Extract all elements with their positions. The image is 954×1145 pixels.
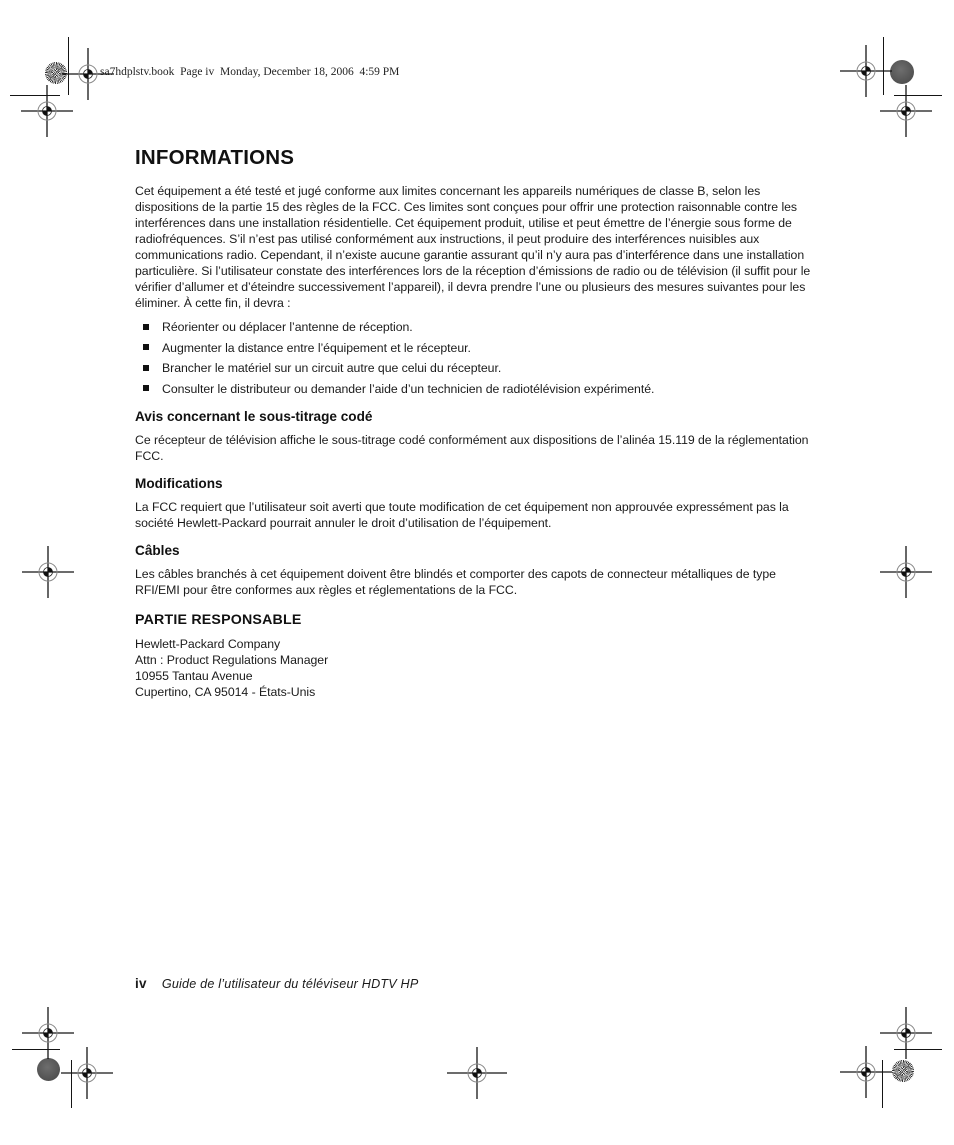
intro-paragraph: Cet équipement a été testé et jugé conforme aux limites concernant les appareils numériques de classe B, selon les dispositions de la partie 15 des règles de la FCC. Ces limites sont conçues pour offrir une protection raisonnable contre les interférences dans une installation résidentielle. Cet équipement produit, utilise et peut émettre de l’énergie sous forme de radiofréquences. S’il n’est pas utilisé conformément aux instructions, il peut produire des interférences nuisibles aux communications radio. Cependant, il n’existe aucune garantie assurant qu’il n’y aura pas d’interférence dans une installation particulière. Si l’utilisateur constate des interférences lors de la réception d’émissions de radio ou de télévision (il suffit pour le vérifier d’allumer et d’éteindre successivement l’appareil), il devra prendre l’une ou plusieurs des mesures suivantes pour les éliminer. À cette fin, il devra : [135, 184, 811, 310]
page-title: INFORMATIONS [135, 146, 295, 169]
square-bullet-icon [143, 365, 149, 371]
section-heading-closed-captioning: Avis concernant le sous-titrage codé [135, 408, 373, 424]
list-item [135, 381, 811, 397]
address-line: 10955 Tantau Avenue [135, 668, 253, 683]
list-item-text: Brancher le matériel sur un circuit autre que celui du récepteur. [162, 361, 502, 375]
responsible-party-address [135, 636, 811, 700]
section-body: Les câbles branchés à cet équipement doivent être blindés et comporter des capots de connecteur métalliques de type RFI/EMI pour être conformes aux règles et réglementations de la FCC. [135, 566, 776, 597]
registration-mark-icon [876, 542, 936, 602]
book-title: Guide de l’utilisateur du téléviseur HDTV HP [161, 977, 419, 991]
square-bullet-icon [143, 324, 149, 330]
registration-mark-icon [57, 1043, 117, 1103]
list-item-text: Consulter le distributeur ou demander l’aide d’un technicien de radiotélévision expérimenté. [162, 381, 655, 396]
section-heading-cables: Câbles [135, 542, 180, 558]
registration-mark-icon [18, 542, 78, 602]
registration-mark-icon [836, 1042, 896, 1102]
list-item-text: Réorienter ou déplacer l’antenne de réception. [162, 320, 413, 334]
address-line: Hewlett-Packard Company [135, 636, 281, 651]
registration-mark-icon [876, 81, 936, 141]
list-item [135, 360, 811, 376]
registration-mark-icon [447, 1043, 507, 1103]
square-bullet-icon [143, 344, 149, 350]
page-content [135, 146, 811, 700]
section-body: La FCC requiert que l’utilisateur soit averti que toute modification de cet équipement non approuvée expressément pas la société Hewlett-Packard pourrait annuler le droit d’utilisation de l’équipement. [135, 499, 789, 530]
list-item-text: Augmenter la distance entre l’équipement et le récepteur. [162, 340, 471, 355]
address-line: Cupertino, CA 95014 - États-Unis [135, 684, 316, 699]
section-heading-modifications: Modifications [135, 475, 223, 491]
measures-list [135, 319, 811, 397]
page-number: iv [135, 976, 147, 991]
section-heading-responsible-party: PARTIE RESPONSABLE [135, 611, 302, 628]
address-line: Attn : Product Regulations Manager [135, 652, 329, 667]
page-footer [135, 975, 418, 993]
list-item [135, 340, 811, 356]
section-body: Ce récepteur de télévision affiche le sous-titrage codé conformément aux dispositions de l’alinéa 15.119 de la réglementation FCC. [135, 432, 809, 463]
list-item [135, 319, 811, 335]
registration-mark-icon [17, 81, 77, 141]
print-job-header: sa7hdplstv.book Page iv Monday, December 18, 2006 4:59 PM [100, 66, 400, 78]
square-bullet-icon [143, 385, 149, 391]
